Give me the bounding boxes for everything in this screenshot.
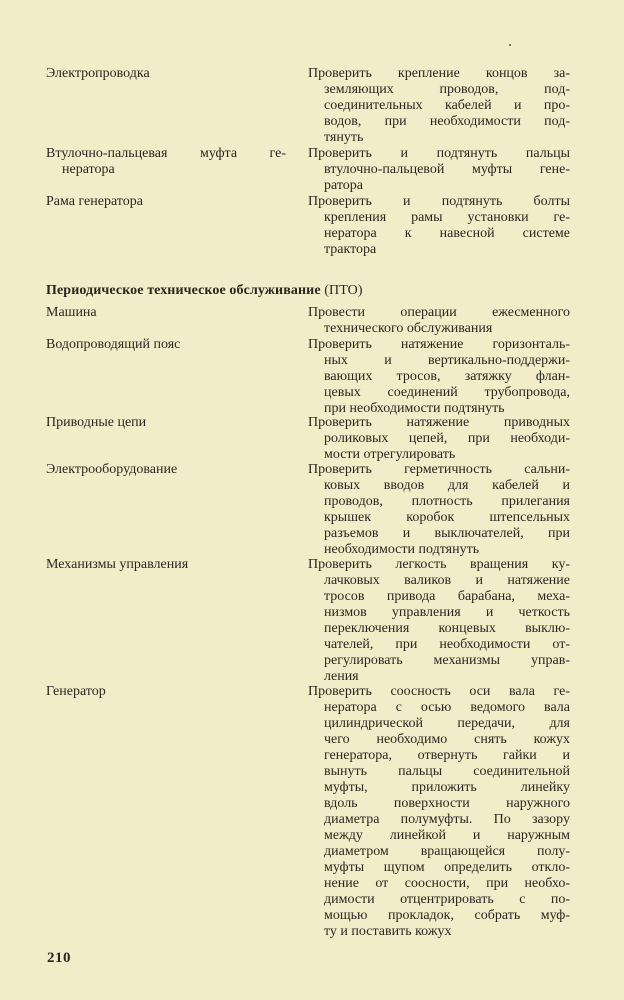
maintenance-instruction: Проверить и подтянуть пальцы втулочно-пальцевой муфты гене- ратора <box>308 146 570 193</box>
maintenance-instruction: Проверить натяжение горизонталь- ных и вертикально-поддержи- вающих тросов, затяжку флан- цевых соединений трубопровода, при необходимости подтянуть <box>308 337 570 416</box>
maintenance-instruction: Провести операции ежесменного технического обслуживания <box>308 305 570 336</box>
component-name: Электрооборудование <box>46 462 178 477</box>
component-name: Электропроводка <box>46 66 150 81</box>
component-name: Машина <box>46 305 97 320</box>
maintenance-instruction: Проверить соосность оси вала ге- нератора с осью ведомого вала цилиндрической передачи, для чего необходимо снять кожух генератора, отвернуть гайки и вынуть пальцы соединительной муфты, приложить линейку вдоль поверхности наружного диаметра полумуфты. По зазору между линейкой и наружным диаметром вращающейся полу- муфты щупом определить откло- нение от соосности, при необхо- димости отцентрировать с по- мощью прокладок, собрать муф- ту и поставить кожух <box>308 684 570 939</box>
component-name: Приводные цепи <box>46 415 147 430</box>
page-number: 210 <box>47 950 71 966</box>
component-name: Механизмы управления <box>46 557 189 572</box>
maintenance-instruction: Проверить легкость вращения ку- лачковых валиков и натяжение тросов привода барабана, меха- низмов управления и четкость переключения концевых выклю- чателей, при необходимости от- регулировать механизмы управ- ления <box>308 557 570 684</box>
component-name: Втулочно-пальцевая муфта ге- нератора <box>46 146 286 177</box>
maintenance-instruction: Проверить крепление концов за- земляющих проводов, под- соединительных кабелей и про- водов, при необходимости под- тянуть <box>308 66 570 145</box>
maintenance-instruction: Проверить герметичность сальни- ковых вводов для кабелей и проводов, плотность прилегания крышек коробок штепсельных разъемов и выключателей, при необходимости подтянуть <box>308 462 570 557</box>
component-name: Водопроводящий пояс <box>46 337 181 352</box>
maintenance-instruction: Проверить натяжение приводных роликовых цепей, при необходи- мости отрегулировать <box>308 415 570 462</box>
ink-speck <box>509 44 511 46</box>
section-heading: Периодическое техническое обслуживание (ПТО) <box>46 283 363 298</box>
component-name: Рама генератора <box>46 194 143 209</box>
maintenance-instruction: Проверить и подтянуть болты крепления рамы установки ге- нератора к навесной системе трактора <box>308 194 570 257</box>
component-name: Генератор <box>46 684 106 699</box>
